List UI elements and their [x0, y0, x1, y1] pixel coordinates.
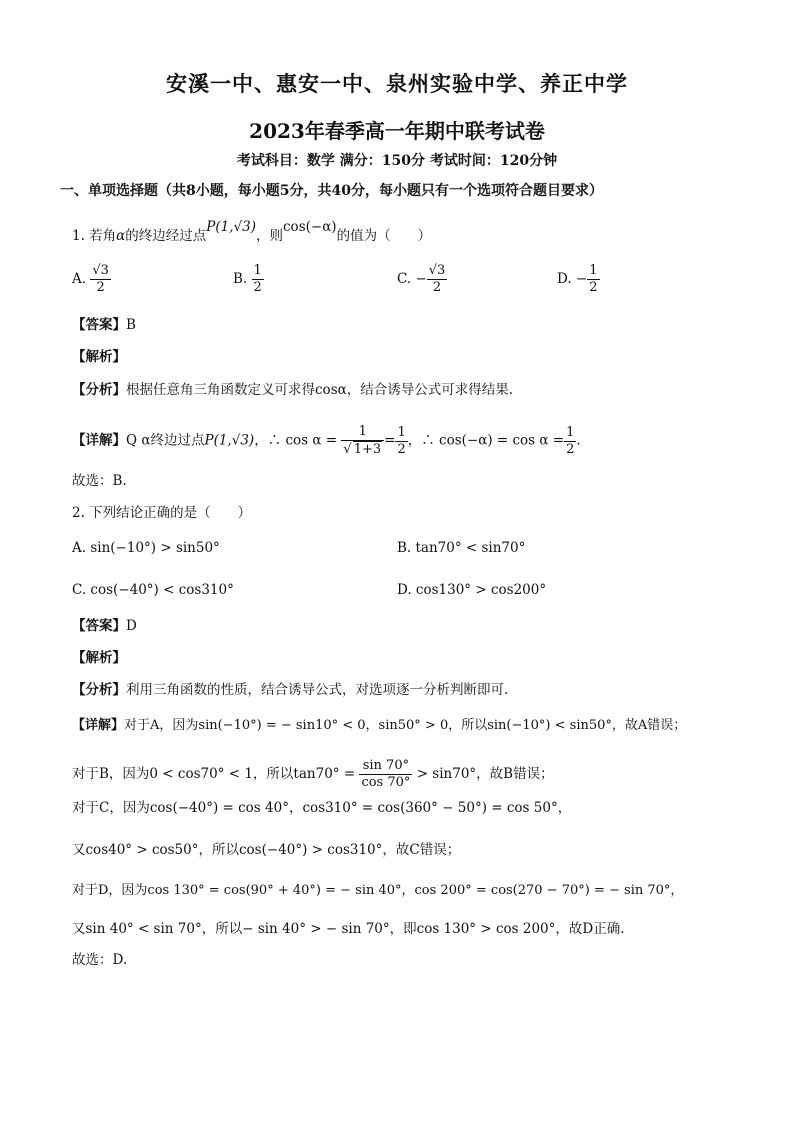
q1-stem: 1. 若角α的终边经过点P(1,√3)，则cos(−α)的值为（ ）: [72, 219, 432, 244]
q1-answer: 【答案】B: [72, 317, 136, 333]
exam-info: 考试科目：数学 满分：150分 考试时间：120分钟: [236, 153, 558, 169]
q2-choice: 故选：D.: [72, 952, 128, 968]
q2-detail-a: 【详解】对于A，因为sin(−10°) = − sin10° < 0，sin50° > 0，所以sin(−10°) < sin50°，故A错误；: [72, 718, 687, 733]
q1-analysis-tag: 【解析】: [72, 349, 126, 365]
schools-heading: 安溪一中、惠安一中、泉州实验中学、养正中学: [166, 71, 628, 96]
q2-detail-b: 对于B，因为0 < cos70° < 1，所以tan70° = $\frac{\sin 70^\circ}{\cos 70^\circ}$ > sin70°，故B错误；: [72, 758, 554, 790]
q1-fenxi: 【分析】根据任意角三角函数定义可求得cosα，结合诱导公式可求得结果.: [72, 382, 514, 398]
q2-answer: 【答案】D: [72, 618, 137, 634]
q1-choice: 故选：B.: [72, 473, 127, 489]
q2-fenxi: 【分析】利用三角函数的性质，结合诱导公式，对选项逐一分析判断即可.: [72, 682, 509, 698]
q1-xiangjie: 【详解】Q α终边过点P(1,√3)，∴ cos α = $\frac{1}{√ 1+3}$ = $\frac{1}{2}$ ，∴ cos(−α) = cos α = $\frac{1}{2}$ .: [72, 424, 581, 457]
q1-option-a: A. $\frac{√3}{2}$: [72, 263, 109, 295]
q2-detail-d2: 又sin 40° < sin 70°，所以− sin 40° > − sin 70°，即cos 130° > cos 200°，故D正确.: [72, 921, 625, 937]
q2-detail-c: 对于C，因为cos(−40°) = cos 40°，cos310° = cos(360° − 50°) = cos 50°，: [72, 800, 572, 816]
q1-option-c: C. − $\frac{√3}{2}$: [397, 263, 446, 295]
section-title: 一、单项选择题（共8小题，每小题5分，共40分，每小题只有一个选项符合题目要求）: [60, 183, 603, 199]
q2-option-a: A. sin(−10°) > sin50°: [72, 540, 220, 556]
q2-analysis-tag: 【解析】: [72, 650, 126, 666]
q1-option-b: B. $\frac{1}{2}$: [233, 263, 262, 295]
q1-option-d: D. − $\frac{1}{2}$: [557, 263, 598, 295]
q2-option-c: C. cos(−40°) < cos310°: [72, 582, 234, 598]
q2-detail-c2: 又cos40° > cos50°，所以cos(−40°) > cos310°，故C错误；: [72, 842, 461, 858]
exam-title: 2023年春季高一年期中联考试卷: [249, 119, 545, 143]
q2-stem: 2. 下列结论正确的是（ ）: [72, 505, 252, 521]
q2-detail-d: 对于D，因为cos 130° = cos(90° + 40°) = − sin 40°，cos 200° = cos(270 − 70°) = − sin 70°，: [72, 883, 684, 898]
q2-option-d: D. cos130° > cos200°: [397, 582, 547, 598]
q2-option-b: B. tan70° < sin70°: [397, 540, 526, 556]
